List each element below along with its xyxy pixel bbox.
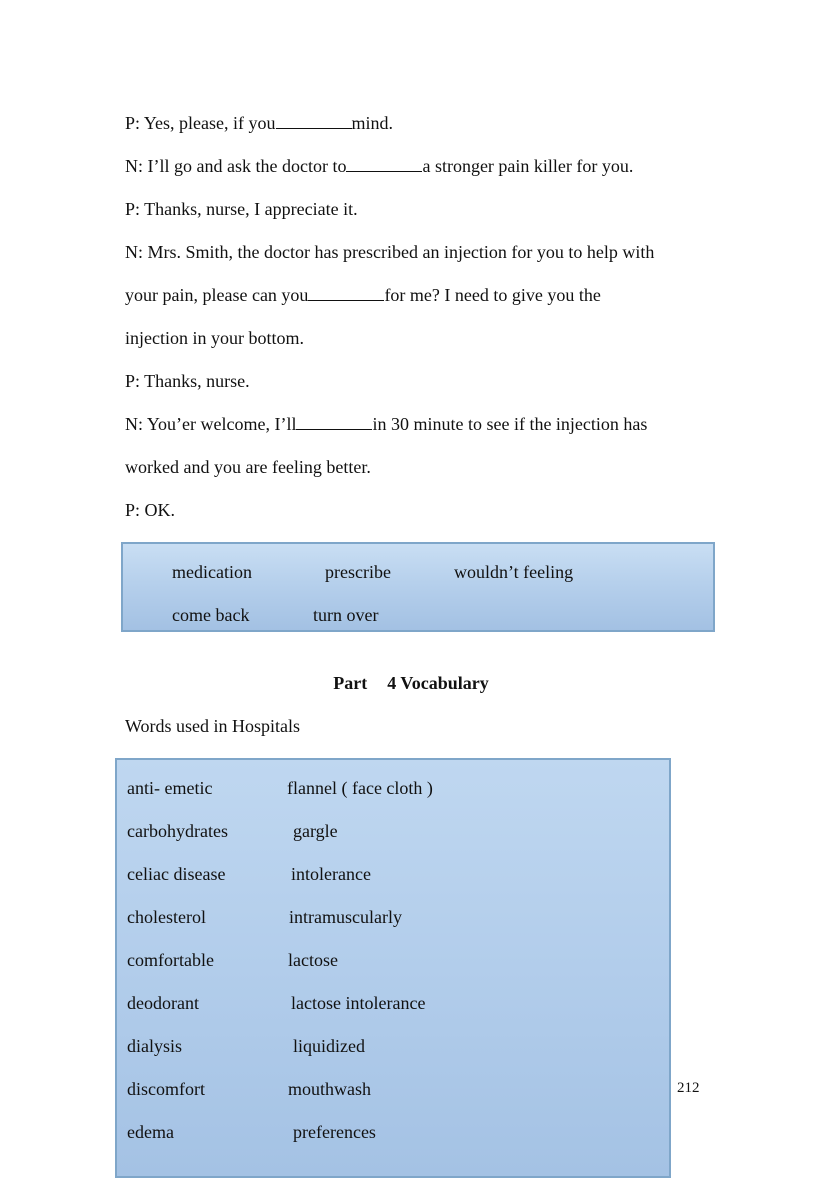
fill-in-blank [276,113,352,129]
vocab-term: deodorant [127,993,199,1013]
vocab-term: anti- emetic [127,778,213,798]
page-number: 212 [677,1080,700,1096]
vocab-term: liquidized [293,1036,365,1056]
part-title: 4 Vocabulary [387,673,489,693]
vocab-term: lactose [288,950,338,970]
vocab-term: cholesterol [127,907,206,927]
dialogue-text: N: Mrs. Smith, the doctor has prescribed an injection for you to help with [125,242,655,262]
fill-in-blank [308,285,384,301]
word-bank-item: come back [172,605,250,625]
vocab-term: mouthwash [288,1079,371,1099]
dialogue-line [125,155,633,177]
vocab-term: discomfort [127,1079,205,1099]
dialogue-line [125,456,371,478]
part-label: Part [333,673,368,693]
dialogue-line [125,370,250,392]
dialogue-text: in 30 minute to see if the injection has [372,414,648,434]
vocab-term: celiac disease [127,864,226,884]
dialogue-text: P: OK. [125,500,176,520]
dialogue-line [125,198,358,220]
fill-in-blank [346,156,422,172]
dialogue-text: for me? I need to give you the [384,285,601,305]
vocab-term: preferences [293,1122,376,1142]
vocab-term: lactose intolerance [291,993,426,1013]
vocab-term: gargle [293,821,338,841]
dialogue-line [125,112,393,134]
dialogue-text: a stronger pain killer for you. [422,156,634,176]
fill-in-blank [296,414,372,430]
vocab-term: flannel ( face cloth ) [287,778,433,798]
dialogue-text: P: Yes, please, if you [125,113,276,133]
vocab-term: intolerance [291,864,371,884]
word-bank-item: prescribe [325,562,391,582]
vocab-term: dialysis [127,1036,183,1056]
dialogue-line [125,241,654,263]
section-heading [0,672,822,694]
dialogue-text: P: Thanks, nurse. [125,371,250,391]
dialogue-text: injection in your bottom. [125,328,304,348]
word-bank-item: medication [172,562,252,582]
dialogue-text: worked and you are feeling better. [125,457,371,477]
vocab-term: comfortable [127,950,214,970]
dialogue-line [125,327,304,349]
dialogue-text: N: I’ll go and ask the doctor to [125,156,347,176]
word-bank-item: wouldn’t feeling [454,562,574,582]
vocab-term: intramuscularly [289,907,402,927]
word-bank-item: turn over [313,605,379,625]
dialogue-text: your pain, please can you [125,285,309,305]
dialogue-text: P: Thanks, nurse, I appreciate it. [125,199,358,219]
vocab-term: edema [127,1122,174,1142]
dialogue-line [125,413,647,435]
dialogue-line [125,284,601,306]
dialogue-line [125,499,175,521]
dialogue-text: N: You’er welcome, I’ll [125,414,297,434]
vocab-term: carbohydrates [127,821,228,841]
dialogue-text: mind. [351,113,394,133]
section-subtitle: Words used in Hospitals [125,716,301,736]
